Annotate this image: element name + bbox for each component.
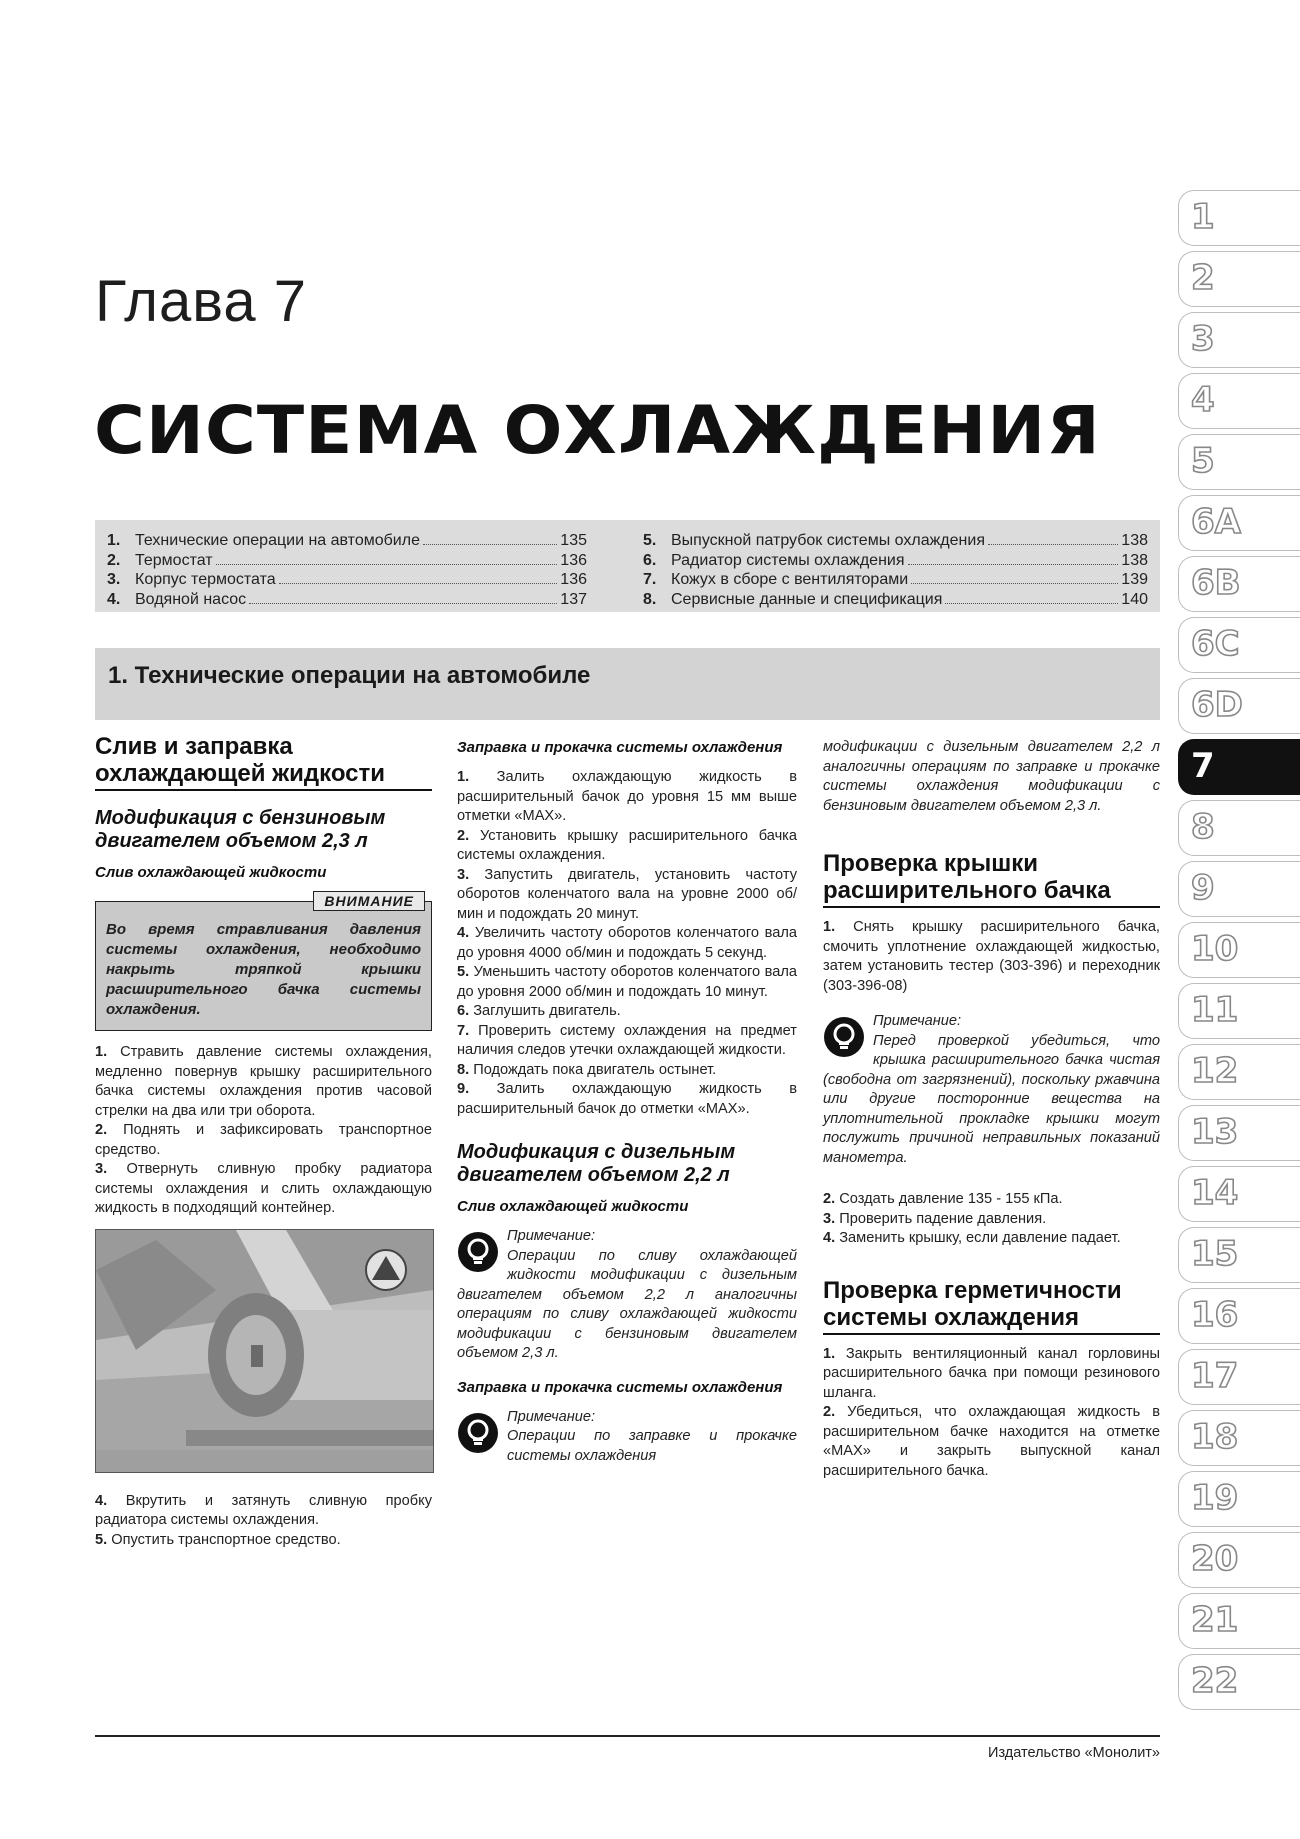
step bbox=[457, 866, 797, 925]
table-of-contents bbox=[95, 520, 1160, 612]
toc-item-number: 4. bbox=[107, 590, 121, 608]
step-text: Установить крышку расширительного бачка системы охлаждения. bbox=[457, 827, 797, 863]
chapter-tab[interactable] bbox=[1178, 800, 1300, 856]
column-3 bbox=[823, 738, 1160, 1481]
step-number: 8. bbox=[457, 1061, 470, 1078]
heading-coolant-drain-diesel: Слив охлаждающей жидкости bbox=[457, 1198, 689, 1215]
chapter-tab-label: 7 bbox=[1191, 746, 1215, 786]
step-text: Поднять и зафиксировать транспортное средство. bbox=[95, 1122, 432, 1158]
chapter-tab-label: 3 bbox=[1191, 319, 1215, 359]
chapter-tab-label: 14 bbox=[1191, 1173, 1239, 1213]
chapter-tab-label: 18 bbox=[1191, 1417, 1239, 1457]
chapter-tab[interactable] bbox=[1178, 922, 1300, 978]
warning-text: Во время стравливания давления системы охлаждения, необходимо накрыть тряпкой крышки расширительного бачка системы охлаждения. bbox=[106, 921, 421, 1018]
warning-box bbox=[95, 893, 432, 1031]
note-label: Примечание: bbox=[507, 1408, 596, 1425]
step-number: 7. bbox=[457, 1022, 470, 1039]
step-text: Подождать пока двигатель остынет. bbox=[473, 1061, 717, 1078]
step-text: Опустить транспортное средство. bbox=[111, 1531, 341, 1548]
column-1 bbox=[95, 733, 432, 1550]
chapter-tab[interactable] bbox=[1178, 190, 1300, 246]
heading-leak-check: Проверка герметичности системы охлаждения bbox=[823, 1277, 1160, 1335]
toc-item-number: 1. bbox=[107, 532, 121, 549]
toc-item-page: 137 bbox=[560, 590, 587, 608]
step-number: 1. bbox=[457, 769, 470, 785]
toc-item-title: Термостат bbox=[135, 551, 213, 569]
note-block bbox=[823, 1012, 1160, 1168]
toc-item-title: Выпускной патрубок системы охлаждения bbox=[671, 532, 985, 549]
toc-leader bbox=[423, 544, 557, 545]
chapter-tab[interactable] bbox=[1178, 861, 1300, 917]
step-text: Проверить падение давления. bbox=[839, 1210, 1047, 1227]
note-text: Операции по сливу охлаждающей жидкости модификации с дизельным двигателем объемом 2,2 л аналогичны операциям по сливу охлаждающей жидкости модификации с бензиновым двигателем объемом 2,3 л. bbox=[457, 1247, 797, 1361]
chapter-label: Глава 7 bbox=[95, 269, 308, 334]
toc-leader bbox=[911, 583, 1118, 584]
note-text: Перед проверкой убедиться, что крышка расширительного бачка чистая (свободна от загрязнений), поскольку ржавчина или другие посторонние вещества на уплотнительной прокладке крышки могут послужить причиной неправильных показаний манометра. bbox=[823, 1032, 1160, 1166]
chapter-tab-label: 2 bbox=[1191, 258, 1215, 298]
chapter-tab-label: 20 bbox=[1191, 1539, 1239, 1579]
toc-item-number: 8. bbox=[643, 590, 657, 608]
toc-item[interactable] bbox=[107, 570, 587, 590]
step-text: Заменить крышку, если давление падает. bbox=[839, 1230, 1121, 1246]
chapter-tab[interactable] bbox=[1178, 312, 1300, 368]
step-text: Залить охлаждающую жидкость в расширительный бачок до уровня 15 мм выше отметки «MAX». bbox=[457, 769, 797, 824]
chapter-tab[interactable] bbox=[1178, 1105, 1300, 1161]
step-number: 3. bbox=[95, 1161, 108, 1177]
chapter-title: СИСТЕМА ОХЛАЖДЕНИЯ bbox=[94, 392, 1101, 469]
step-number: 3. bbox=[823, 1210, 836, 1227]
toc-item[interactable] bbox=[643, 551, 1148, 571]
step bbox=[95, 1531, 432, 1551]
toc-item-number: 6. bbox=[643, 551, 657, 569]
step-number: 6. bbox=[457, 1003, 470, 1019]
step-number: 2. bbox=[457, 827, 470, 844]
chapter-tab[interactable] bbox=[1178, 1410, 1300, 1466]
chapter-tab[interactable] bbox=[1178, 617, 1300, 673]
step bbox=[457, 827, 797, 866]
toc-leader bbox=[216, 564, 558, 565]
toc-leader bbox=[279, 583, 558, 584]
toc-item-page: 135 bbox=[560, 532, 587, 549]
heading-fill-bleed-diesel: Заправка и прокачка системы охлаждения bbox=[457, 1378, 783, 1396]
publisher-label: Издательство «Монолит» bbox=[988, 1745, 1160, 1761]
step-text: Уменьшить частоту оборотов коленчатого вала до уровня 2000 об/мин и подождать 10 минут. bbox=[457, 964, 797, 1000]
chapter-tab-label: 6B bbox=[1191, 563, 1241, 603]
chapter-tab-label: 16 bbox=[1191, 1295, 1239, 1335]
step bbox=[823, 1403, 1160, 1481]
chapter-tab[interactable] bbox=[1178, 434, 1300, 490]
chapter-tab[interactable] bbox=[1178, 1227, 1300, 1283]
step-text: Вкрутить и затянуть сливную пробку радиатора системы охлаждения. bbox=[95, 1492, 432, 1528]
chapter-tab[interactable] bbox=[1178, 1349, 1300, 1405]
step-text: Отвернуть сливную пробку радиатора системы охлаждения и слить охлаждающую жидкость в подходящий контейнер. bbox=[95, 1161, 432, 1216]
step bbox=[823, 918, 1160, 996]
step-text: Убедиться, что охлаждающая жидкость в расширительном бачке находится на отметке «MAX» и закрыть выпускной канал расширительного бачка. bbox=[823, 1404, 1160, 1479]
step bbox=[823, 1210, 1160, 1230]
note-block bbox=[457, 1408, 797, 1467]
step-text: Увеличить частоту оборотов коленчатого вала до уровня 4000 об/мин и подождать 5 секунд. bbox=[457, 925, 797, 961]
step bbox=[457, 768, 797, 827]
chapter-tab[interactable] bbox=[1178, 251, 1300, 307]
step bbox=[457, 963, 797, 1002]
chapter-tab-label: 9 bbox=[1191, 868, 1215, 908]
step-number: 9. bbox=[457, 1081, 470, 1097]
column-2 bbox=[457, 738, 797, 1476]
toc-item-page: 136 bbox=[560, 551, 587, 569]
toc-item-number: 5. bbox=[643, 532, 657, 549]
chapter-tab[interactable] bbox=[1178, 556, 1300, 612]
step-number: 3. bbox=[457, 866, 470, 883]
toc-item-title: Кожух в сборе с вентиляторами bbox=[671, 571, 909, 588]
step-number: 5. bbox=[95, 1531, 108, 1548]
lightbulb-icon bbox=[457, 1412, 499, 1454]
chapter-tab-label: 1 bbox=[1191, 197, 1215, 237]
step bbox=[457, 1002, 797, 1022]
radiator-drain-photo bbox=[95, 1229, 434, 1473]
step-text: Залить охлаждающую жидкость в расширительный бачок до отметки «MAX». bbox=[457, 1081, 797, 1117]
toc-leader bbox=[988, 544, 1118, 545]
step-number: 4. bbox=[823, 1230, 836, 1246]
chapter-tab-active[interactable] bbox=[1178, 739, 1300, 795]
note-label: Примечание: bbox=[873, 1013, 962, 1029]
chapter-tab[interactable] bbox=[1178, 983, 1300, 1039]
toc-item[interactable] bbox=[643, 570, 1148, 590]
chapter-tab-label: 6D bbox=[1191, 685, 1243, 725]
step bbox=[823, 1190, 1160, 1210]
step bbox=[457, 924, 797, 963]
chapter-tab-label: 8 bbox=[1191, 807, 1215, 847]
continued-text: модификации с дизельным двигателем 2,2 л аналогичны операциям по заправке и прокачке системы охлаждения модификации с бензиновым двигателем объемом 2,3 л. bbox=[823, 739, 1160, 814]
chapter-tab-label: 17 bbox=[1191, 1356, 1239, 1396]
toc-item-page: 139 bbox=[1121, 571, 1148, 588]
heading-coolant-drain: Слив охлаждающей жидкости bbox=[95, 864, 327, 881]
section-header bbox=[95, 648, 1160, 720]
chapter-tab-label: 19 bbox=[1191, 1478, 1239, 1518]
heading-drain-fill: Слив и заправка охлаждающей жидкости bbox=[95, 733, 432, 791]
toc-item-title: Сервисные данные и спецификация bbox=[671, 590, 943, 608]
step-number: 2. bbox=[823, 1404, 836, 1420]
toc-item-number: 2. bbox=[107, 551, 121, 569]
step-number: 1. bbox=[823, 1345, 836, 1362]
chapter-tab-label: 6A bbox=[1191, 502, 1241, 542]
step bbox=[457, 1022, 797, 1061]
footer-rule bbox=[95, 1735, 1160, 1737]
toc-item[interactable] bbox=[107, 590, 587, 610]
step-text: Стравить давление системы охлаждения, медленно повернув крышку расширительного бачка системы охлаждения против часовой стрелки на два или три оборота. bbox=[95, 1044, 432, 1119]
step bbox=[95, 1043, 432, 1121]
step-number: 5. bbox=[457, 964, 470, 980]
step-text: Снять крышку расширительного бачка, смочить уплотнение охлаждающей жидкостью, затем установить тестер (303-396) и переходник (303-396-08) bbox=[823, 919, 1160, 994]
toc-item-page: 136 bbox=[560, 571, 587, 588]
toc-item-number: 7. bbox=[643, 571, 657, 588]
step-number: 2. bbox=[823, 1191, 836, 1207]
toc-leader bbox=[249, 603, 557, 604]
chapter-tab[interactable] bbox=[1178, 1654, 1300, 1710]
toc-right-column bbox=[643, 531, 1148, 609]
step-number: 4. bbox=[457, 925, 470, 941]
chapter-tab[interactable] bbox=[1178, 373, 1300, 429]
chapter-tab-label: 12 bbox=[1191, 1051, 1239, 1091]
chapter-tab[interactable] bbox=[1178, 1044, 1300, 1100]
step bbox=[95, 1121, 432, 1160]
toc-item-title: Водяной насос bbox=[135, 590, 247, 608]
heading-petrol-modification: Модификация с бензиновым двигателем объемом 2,3 л bbox=[95, 807, 386, 852]
note-text: Операции по заправке и прокачке системы охлаждения bbox=[507, 1428, 797, 1464]
toc-item[interactable] bbox=[643, 590, 1148, 610]
warning-label: ВНИМАНИЕ bbox=[313, 891, 425, 911]
toc-item-number: 3. bbox=[107, 571, 121, 588]
toc-left-column bbox=[107, 531, 587, 609]
toc-item-title: Технические операции на автомобиле bbox=[135, 532, 420, 549]
step bbox=[457, 1061, 797, 1081]
chapter-tab[interactable] bbox=[1178, 495, 1300, 551]
chapter-tab-label: 13 bbox=[1191, 1112, 1239, 1152]
step bbox=[457, 1080, 797, 1119]
chapter-tab-label: 6C bbox=[1191, 624, 1240, 664]
step-text: Создать давление 135 - 155 кПа. bbox=[839, 1191, 1063, 1207]
section-title: 1. Технические операции на автомобиле bbox=[108, 662, 591, 689]
chapter-tab[interactable] bbox=[1178, 1532, 1300, 1588]
toc-item-page: 138 bbox=[1121, 551, 1148, 569]
step-number: 1. bbox=[823, 919, 836, 935]
step bbox=[95, 1160, 432, 1219]
toc-item[interactable] bbox=[643, 531, 1148, 551]
chapter-tab-label: 4 bbox=[1191, 380, 1215, 420]
heading-fill-bleed: Заправка и прокачка системы охлаждения bbox=[457, 739, 783, 756]
step-text: Запустить двигатель, установить частоту оборотов коленчатого вала на уровне 2000 об/мин и подождать 20 минут. bbox=[457, 866, 797, 922]
chapter-tab-label: 22 bbox=[1191, 1661, 1239, 1701]
step-number: 2. bbox=[95, 1122, 108, 1138]
chapter-tab[interactable] bbox=[1178, 1166, 1300, 1222]
step bbox=[823, 1345, 1160, 1404]
chapter-tab-label: 11 bbox=[1191, 990, 1239, 1030]
chapter-tab[interactable] bbox=[1178, 678, 1300, 734]
chapter-tab-label: 21 bbox=[1191, 1600, 1239, 1640]
toc-item-page: 140 bbox=[1121, 590, 1148, 608]
step-number: 4. bbox=[95, 1492, 108, 1509]
step-text: Заглушить двигатель. bbox=[473, 1003, 621, 1019]
toc-item[interactable] bbox=[107, 531, 587, 551]
chapter-tab[interactable] bbox=[1178, 1288, 1300, 1344]
chapter-tab[interactable] bbox=[1178, 1593, 1300, 1649]
chapter-tab-label: 10 bbox=[1191, 929, 1239, 969]
chapter-tab-label: 15 bbox=[1191, 1234, 1239, 1274]
step-text: Закрыть вентиляционный канал горловины расширительного бачка при помощи резинового шланга. bbox=[823, 1345, 1160, 1401]
lightbulb-icon bbox=[823, 1016, 865, 1058]
toc-item-title: Радиатор системы охлаждения bbox=[671, 551, 905, 569]
step-text: Проверить систему охлаждения на предмет наличия следов утечки охлаждающей жидкости. bbox=[457, 1022, 797, 1058]
step-number: 1. bbox=[95, 1044, 108, 1060]
toc-item-title: Корпус термостата bbox=[135, 571, 276, 588]
toc-item-page: 138 bbox=[1121, 532, 1148, 549]
chapter-tab-label: 5 bbox=[1191, 441, 1215, 481]
toc-leader bbox=[945, 603, 1118, 604]
lightbulb-icon bbox=[457, 1231, 499, 1273]
toc-item[interactable] bbox=[107, 551, 587, 571]
note-label: Примечание: bbox=[507, 1228, 596, 1244]
heading-diesel-modification: Модификация с дизельным двигателем объемом 2,2 л bbox=[457, 1141, 736, 1186]
step bbox=[823, 1229, 1160, 1249]
toc-leader bbox=[908, 564, 1119, 565]
step bbox=[95, 1492, 432, 1531]
note-block bbox=[457, 1227, 797, 1364]
heading-cap-check: Проверка крышки расширительного бачка bbox=[823, 850, 1160, 908]
chapter-tab[interactable] bbox=[1178, 1471, 1300, 1527]
